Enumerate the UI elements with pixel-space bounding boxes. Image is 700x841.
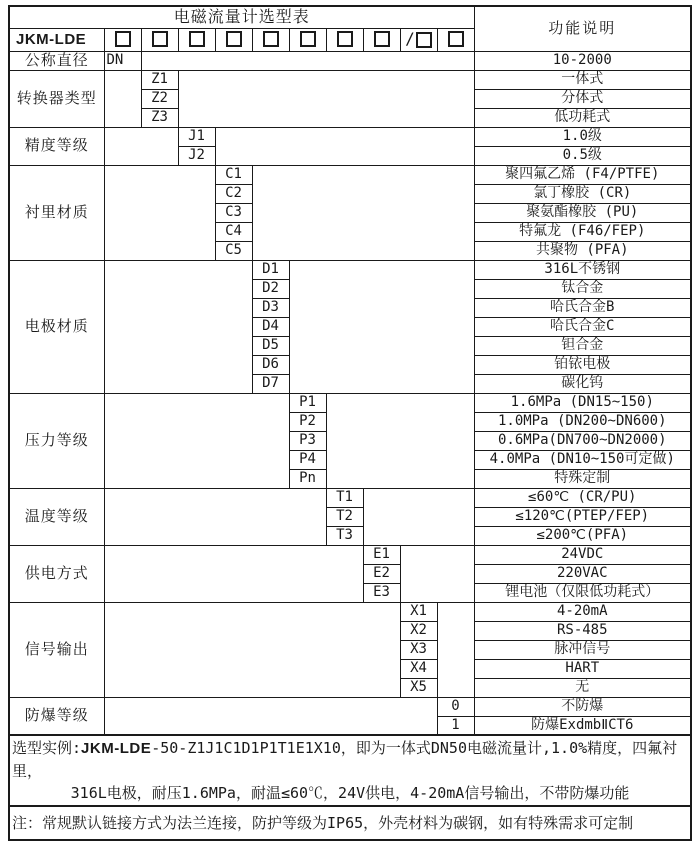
- code-cell-lining-material-C4: C4: [215, 222, 252, 241]
- code-cell-pressure-rating-P3: P3: [289, 431, 326, 450]
- desc-cell-electrode-material-D1: 316L不锈钢: [474, 260, 691, 279]
- desc-cell-electrode-material-D5: 钽合金: [474, 336, 691, 355]
- code-cell-electrode-material-D1: D1: [252, 260, 289, 279]
- desc-cell-temperature-rating-T1: ≤60℃ (CR/PU): [474, 488, 691, 507]
- code-cell-lining-material-C1: C1: [215, 165, 252, 184]
- code-cell-explosion-proof-1: 1: [437, 716, 474, 735]
- model-prefix: JKM-LDE: [9, 28, 104, 51]
- spec-checkbox-cell: [178, 28, 215, 51]
- group-label-nominal-diameter: 公称直径: [9, 51, 104, 70]
- empty-region-left-lining-material: [104, 165, 215, 260]
- desc-cell-explosion-proof-0: 不防爆: [474, 697, 691, 716]
- desc-cell-pressure-rating-Pn: 特殊定制: [474, 469, 691, 488]
- empty-region-right-converter-type: [178, 70, 474, 127]
- desc-cell-pressure-rating-P2: 1.0MPa (DN200~DN600): [474, 412, 691, 431]
- empty-region-left-accuracy-class: [104, 127, 178, 165]
- desc-cell-temperature-rating-T2: ≤120℃(PTEP/FEP): [474, 507, 691, 526]
- code-cell-pressure-rating-P1: P1: [289, 393, 326, 412]
- desc-cell-power-supply-E3: 锂电池（仅限低功耗式）: [474, 583, 691, 602]
- code-cell-lining-material-C5: C5: [215, 241, 252, 260]
- table-title: 电磁流量计选型表: [9, 6, 474, 28]
- desc-cell-electrode-material-D4: 哈氏合金C: [474, 317, 691, 336]
- code-cell-electrode-material-D4: D4: [252, 317, 289, 336]
- selection-table: [8, 5, 692, 841]
- desc-cell-electrode-material-D2: 钛合金: [474, 279, 691, 298]
- desc-cell-lining-material-C3: 聚氨酯橡胶 (PU): [474, 203, 691, 222]
- empty-region-left-power-supply: [104, 545, 363, 602]
- checkbox-icon: [300, 31, 316, 47]
- slash-separator: /: [405, 29, 415, 49]
- checkbox-icon: [189, 31, 205, 47]
- desc-cell-electrode-material-D3: 哈氏合金B: [474, 298, 691, 317]
- desc-cell-signal-output-X4: HART: [474, 659, 691, 678]
- code-cell-electrode-material-D3: D3: [252, 298, 289, 317]
- desc-cell-power-supply-E1: 24VDC: [474, 545, 691, 564]
- desc-cell-accuracy-class-J2: 0.5级: [474, 146, 691, 165]
- empty-region-right-electrode-material: [289, 260, 474, 393]
- desc-cell-converter-type-Z3: 低功耗式: [474, 108, 691, 127]
- empty-region-right-temperature-rating: [363, 488, 474, 545]
- group-label-pressure-rating: 压力等级: [9, 393, 104, 488]
- empty-region-left-temperature-rating: [104, 488, 326, 545]
- empty-region-left-electrode-material: [104, 260, 252, 393]
- example-line-2: 316L电极，耐压1.6MPa，耐温≤60℃，24V供电，4-20mA信号输出，不带防爆功能: [70, 784, 630, 802]
- checkbox-icon: [416, 32, 432, 48]
- code-cell-pressure-rating-Pn: Pn: [289, 469, 326, 488]
- desc-cell-converter-type-Z1: 一体式: [474, 70, 691, 89]
- selection-example: [9, 735, 691, 806]
- code-cell-pressure-rating-P2: P2: [289, 412, 326, 431]
- code-cell-accuracy-class-J1: J1: [178, 127, 215, 146]
- desc-cell-power-supply-E2: 220VAC: [474, 564, 691, 583]
- group-label-explosion-proof: 防爆等级: [9, 697, 104, 735]
- note-row: 注：常规默认链接方式为法兰连接，防护等级为IP65，外壳材料为碳钢，如有特殊需求可定制: [9, 806, 691, 840]
- desc-cell-nominal-diameter-DN: 10-2000: [474, 51, 691, 70]
- example-label: 选型实例:: [12, 739, 82, 757]
- desc-cell-pressure-rating-P1: 1.6MPa (DN15~150): [474, 393, 691, 412]
- empty-region-left-pressure-rating: [104, 393, 289, 488]
- desc-cell-lining-material-C1: 聚四氟乙烯 (F4/PTFE): [474, 165, 691, 184]
- spec-checkbox-cell: [252, 28, 289, 51]
- desc-cell-lining-material-C2: 氯丁橡胶 (CR): [474, 184, 691, 203]
- desc-cell-electrode-material-D6: 铂铱电极: [474, 355, 691, 374]
- spec-checkbox-cell: [363, 28, 400, 51]
- empty-region-right-lining-material: [252, 165, 474, 260]
- desc-cell-signal-output-X3: 脉冲信号: [474, 640, 691, 659]
- desc-cell-explosion-proof-1: 防爆ExdmbⅡCT6: [474, 716, 691, 735]
- checkbox-icon: [337, 31, 353, 47]
- example-text: -50-Z1J1C1D1P1T1E1X10，即为一体式DN50电磁流量计,1.0%精度，四氟衬里，: [12, 739, 678, 780]
- code-cell-temperature-rating-T3: T3: [326, 526, 363, 545]
- empty-region-right-signal-output: [437, 602, 474, 697]
- code-cell-electrode-material-D5: D5: [252, 336, 289, 355]
- spec-checkbox-cell: [326, 28, 363, 51]
- code-cell-pressure-rating-P4: P4: [289, 450, 326, 469]
- group-label-power-supply: 供电方式: [9, 545, 104, 602]
- code-cell-signal-output-X4: X4: [400, 659, 437, 678]
- empty-region-right-pressure-rating: [326, 393, 474, 488]
- desc-cell-pressure-rating-P4: 4.0MPa (DN10~150可定做): [474, 450, 691, 469]
- code-cell-nominal-diameter-DN: DN: [104, 51, 141, 70]
- example-line-1: [12, 737, 688, 782]
- checkbox-icon: [374, 31, 390, 47]
- code-cell-lining-material-C3: C3: [215, 203, 252, 222]
- spec-checkbox-cell: [141, 28, 178, 51]
- desc-cell-temperature-rating-T3: ≤200℃(PFA): [474, 526, 691, 545]
- checkbox-icon: [152, 31, 168, 47]
- empty-region-right-power-supply: [400, 545, 474, 602]
- code-cell-signal-output-X3: X3: [400, 640, 437, 659]
- code-cell-electrode-material-D2: D2: [252, 279, 289, 298]
- empty-region-right-accuracy-class: [215, 127, 474, 165]
- code-cell-converter-type-Z3: Z3: [141, 108, 178, 127]
- group-label-converter-type: 转换器类型: [9, 70, 104, 127]
- code-cell-power-supply-E1: E1: [363, 545, 400, 564]
- group-label-accuracy-class: 精度等级: [9, 127, 104, 165]
- code-cell-power-supply-E3: E3: [363, 583, 400, 602]
- example-model-code: JKM-LDE: [81, 740, 152, 757]
- desc-cell-signal-output-X5: 无: [474, 678, 691, 697]
- desc-cell-signal-output-X1: 4-20mA: [474, 602, 691, 621]
- desc-cell-pressure-rating-P3: 0.6MPa(DN700~DN2000): [474, 431, 691, 450]
- empty-region-right-nominal-diameter: [141, 51, 474, 70]
- checkbox-icon: [226, 31, 242, 47]
- group-label-temperature-rating: 温度等级: [9, 488, 104, 545]
- desc-cell-accuracy-class-J1: 1.0级: [474, 127, 691, 146]
- checkbox-icon: [448, 31, 464, 47]
- code-cell-electrode-material-D6: D6: [252, 355, 289, 374]
- code-cell-temperature-rating-T2: T2: [326, 507, 363, 526]
- checkbox-icon: [115, 31, 131, 47]
- spec-checkbox-cell: [400, 28, 437, 51]
- spec-checkbox-cell: [104, 28, 141, 51]
- desc-cell-signal-output-X2: RS-485: [474, 621, 691, 640]
- checkbox-icon: [263, 31, 279, 47]
- empty-region-left-converter-type: [104, 70, 141, 127]
- code-cell-electrode-material-D7: D7: [252, 374, 289, 393]
- code-cell-lining-material-C2: C2: [215, 184, 252, 203]
- desc-cell-lining-material-C4: 特氟龙 (F46/FEP): [474, 222, 691, 241]
- empty-region-left-explosion-proof: [104, 697, 437, 735]
- spec-checkbox-cell: [215, 28, 252, 51]
- code-cell-converter-type-Z2: Z2: [141, 89, 178, 108]
- desc-cell-lining-material-C5: 共聚物 (PFA): [474, 241, 691, 260]
- code-cell-power-supply-E2: E2: [363, 564, 400, 583]
- group-label-electrode-material: 电极材质: [9, 260, 104, 393]
- group-label-lining-material: 衬里材质: [9, 165, 104, 260]
- desc-cell-electrode-material-D7: 碳化钨: [474, 374, 691, 393]
- function-column-header: 功能说明: [474, 6, 691, 51]
- desc-cell-converter-type-Z2: 分体式: [474, 89, 691, 108]
- group-label-signal-output: 信号输出: [9, 602, 104, 697]
- code-cell-accuracy-class-J2: J2: [178, 146, 215, 165]
- code-cell-temperature-rating-T1: T1: [326, 488, 363, 507]
- spec-checkbox-cell: [289, 28, 326, 51]
- spec-checkbox-cell: [437, 28, 474, 51]
- code-cell-explosion-proof-0: 0: [437, 697, 474, 716]
- code-cell-converter-type-Z1: Z1: [141, 70, 178, 89]
- code-cell-signal-output-X5: X5: [400, 678, 437, 697]
- empty-region-left-signal-output: [104, 602, 400, 697]
- code-cell-signal-output-X2: X2: [400, 621, 437, 640]
- code-cell-signal-output-X1: X1: [400, 602, 437, 621]
